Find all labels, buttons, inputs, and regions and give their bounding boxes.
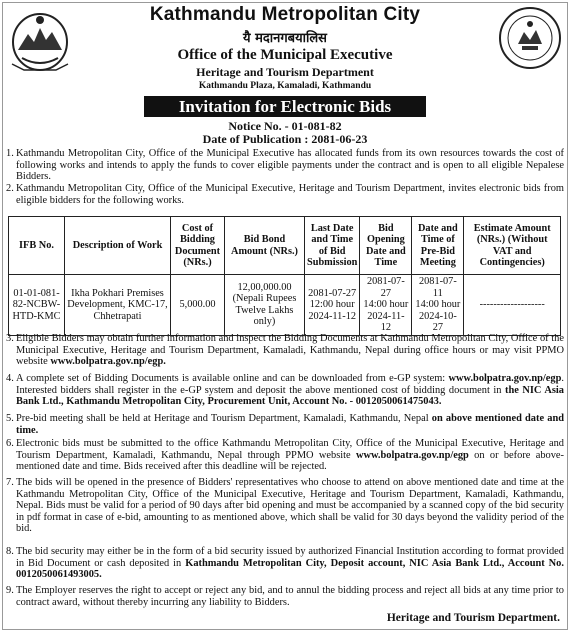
clause-4-text-a: A complete set of Bidding Documents is available online and can be downloaded from e-GP system: [16, 373, 449, 384]
col-last-date: Last Date and Time of Bid Submission [305, 217, 360, 275]
clause-8-text: The bid security may either be in the form of a bid security issued by authorized Financial Institution according to format provided in Bid Document or cash deposited in [16, 546, 564, 569]
clause-4: 4. A complete set of Bidding Documents is available online and can be downloaded from e-GP system: www.bolpatra.gov.np/egp. Interested bidders shall register in the e-GP system and deposit the above mentioned cost of bidding document in the NIC Asia Bank Ltd., Kathmandu Metropolitan City, Procurement Unit, Account No. - 0012050061475043. [6, 373, 564, 408]
cell-estimate: ------------------- [464, 275, 561, 336]
office-name: Office of the Municipal Executive [177, 47, 393, 63]
nepali-motto: यै मदानगबयालिस [243, 31, 327, 46]
last-date-ad: 2024-11-12 [308, 310, 357, 322]
col-bid-bond: Bid Bond Amount (NRs.) [225, 217, 305, 275]
office-address: Kathmandu Plaza, Kamaladi, Kathmandu [198, 81, 372, 91]
clause-5-bold: on above mentioned date and time. [16, 413, 564, 436]
clause-4-text-b: . Interested bidders shall register in the e-GP system and deposit the above mentioned cost of bidding document in [16, 373, 564, 396]
signature-line: Heritage and Tourism Department. [386, 612, 560, 624]
clause-7: 7. The bids will be opened in the presence of Bidders' representatives who choose to attend on above mentioned date and time at the Kathmandu Metropolitan City, Office of the Municipal Executive, Heritage and Tourism Department, Kamaladi, Kathmandu, Nepal. Bids must be valid for a period of 90 days after bid opening and must be accompanied by a scanned copy of the bid security in pdf format in case of e-bid, amounting to as mentioned above, which shall be valid for 30 days beyond the validity period of the bid. [6, 477, 564, 535]
clause-2: 2. Kathmandu Metropolitan City, Office of the Municipal Executive, Heritage and Tourism Department, invites electronic bids from eligible bidders for the following works. [6, 183, 564, 206]
clause-3: 3. Eligible Bidders may obtain further information and inspect the Bidding Documents at Kathmandu Metropolitan City, Office of the Municipal Executive, Heritage and Tourism Department, Kamaladi, Kathmandu, Nepal during office hours or may visit PPMO website www.bolpatra.gov.np/egp. [6, 333, 564, 368]
clause-6-text-b: on or before above-mentioned date and time. Bids received after this deadline will be rejected. [16, 449, 564, 473]
letterhead [0, 0, 570, 97]
clause-8: 8. The bid security may either be in the form of a bid security issued by authorized Financial Institution according to format provided in Bid Document or cash deposited in Kathmandu Metropolitan City, Deposit account, NIC Asia Bank Ltd., Account No. 0012050061493005. [6, 546, 564, 581]
kmc-seal-logo [498, 6, 562, 70]
cell-cost: 5,000.00 [171, 275, 225, 336]
clause-6-link: www.bolpatra.gov.np/egp [355, 449, 469, 461]
clause-3-text: Eligible Bidders may obtain further information and inspect the Bidding Documents at Kathmandu Metropolitan City, Office of the Municipal Executive, Heritage and Tourism Department, Kamaladi, Kathmandu, Nepal during office hours or may visit PPMO website [16, 333, 564, 368]
cell-ifb: 01-01-081-82-NCBW-HTD-KMC [9, 275, 65, 336]
prebid-date-bs: 2081-07-11 [419, 276, 457, 299]
cell-bid-opening [360, 275, 412, 336]
publication-date: Date of Publication : 2081-06-23 [202, 132, 368, 146]
clause-6-text-a: Electronic bids must be submitted to the office Kathmandu Metropolitan City, Office of the Municipal Executive, Heritage and Tourism Department, Kamaladi, Kathmandu, Nepal through PPMO website [16, 438, 564, 461]
clause-4-link: www.bolpatra.gov.np/egp [448, 373, 562, 384]
clause-6: 6. Electronic bids must be submitted to the office Kathmandu Metropolitan City, Office of the Municipal Executive, Heritage and Tourism Department, Kamaladi, Kathmandu, Nepal through PPMO website www.bolpatra.gov.np/egp on or before above-mentioned date and time. Bids received after this deadline will be rejected. [6, 438, 564, 473]
col-description: Description of Work [65, 217, 171, 275]
clause-3-link: www.bolpatra.gov.np/egp. [50, 356, 166, 368]
prebid-date-ad: 2024-10-27 [419, 310, 457, 333]
last-date-bs: 2081-07-27 [308, 287, 357, 299]
clause-1: 1. Kathmandu Metropolitan City, Office of the Municipal Executive has allocated funds from its own resources towards the cost of following works and intends to apply the funds to cover eligible payments under the contract and is open to all eligible Nepalese Bidders. [6, 148, 564, 183]
opening-date-bs: 2081-07-27 [367, 276, 405, 299]
opening-date-ad: 2024-11-12 [367, 310, 405, 333]
clause-9: 9. The Employer reserves the right to accept or reject any bid, and to annul the bidding process and reject all bids at any time prior to contract award, without thereby incurring any liability to Bidders. [6, 585, 564, 608]
cell-prebid [412, 275, 464, 336]
prebid-time: 14:00 hour [415, 299, 461, 310]
col-cost: Cost of Bidding Document (NRs.) [171, 217, 225, 275]
last-date-time: 12:00 hour [309, 299, 355, 310]
col-bid-opening: Bid Opening Date and Time [360, 217, 412, 275]
col-prebid: Date and Time of Pre-Bid Meeting [412, 217, 464, 275]
department-name: Heritage and Tourism Department [196, 65, 374, 79]
cell-description: Ikha Pokhari Premises Development, KMC-17, Chhetrapati [65, 275, 171, 336]
cell-last-date [305, 275, 360, 336]
cell-bid-bond [225, 275, 305, 336]
page-title: Kathmandu Metropolitan City [149, 4, 421, 25]
table-header-row [9, 217, 561, 275]
notice-number: Notice No. - 01-081-82 [228, 119, 342, 133]
bid-table [8, 216, 561, 336]
clause-8-account: Kathmandu Metropolitan City, Deposit account, NIC Asia Bank Ltd., Account No. 0012050061493005. [16, 557, 564, 581]
clause-5-text: Pre-bid meeting shall be held at Heritage and Tourism Department, Kamaladi, Kathmandu, Nepal [16, 413, 432, 424]
opening-time: 14:00 hour [363, 299, 409, 310]
clause-5: 5. Pre-bid meeting shall be held at Heritage and Tourism Department, Kamaladi, Kathmandu, Nepal on above mentioned date and time. [6, 413, 564, 436]
bid-bond-amount: 12,00,000.00 [237, 281, 292, 293]
invitation-banner: Invitation for Electronic Bids [144, 96, 426, 117]
clause-4-account: the NIC Asia Bank Ltd., Kathmandu Metropolitan City, Procurement Unit, Account No. - 0012050061475043. [16, 384, 564, 408]
col-estimate: Estimate Amount (NRs.) (Without VAT and Contingencies) [464, 217, 561, 275]
table-row [9, 275, 561, 336]
bid-bond-words: (Nepali Rupees Twelve Lakhs only) [232, 293, 297, 328]
col-ifb: IFB No. [9, 217, 65, 275]
